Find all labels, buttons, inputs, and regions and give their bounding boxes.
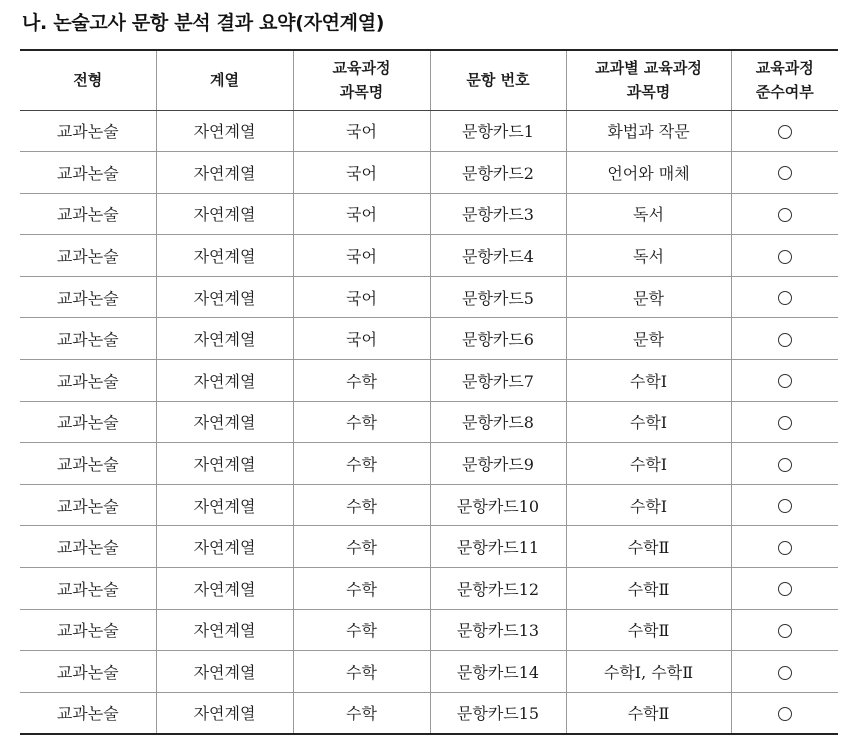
- header-course-line1: 교과별 교육과정: [595, 59, 702, 78]
- cell-course: 수학Ⅱ: [566, 568, 731, 610]
- table-row: [20, 110, 838, 152]
- cell-compliance: [731, 692, 838, 734]
- compliance-circle-icon: [778, 125, 792, 139]
- header-item-no: 문항 번호: [430, 50, 566, 110]
- header-subject-line2: 과목명: [339, 83, 384, 102]
- cell-course: 언어와 매체: [566, 152, 731, 194]
- cell-compliance: [731, 276, 838, 318]
- cell-item-no: 문항카드3: [430, 193, 566, 235]
- cell-type: 교과논술: [20, 318, 156, 360]
- cell-track: 자연계열: [156, 609, 293, 651]
- compliance-circle-icon: [778, 582, 792, 596]
- cell-compliance: [731, 401, 838, 443]
- cell-subject: 국어: [293, 276, 430, 318]
- cell-compliance: [731, 193, 838, 235]
- cell-item-no: 문항카드10: [430, 484, 566, 526]
- cell-compliance: [731, 526, 838, 568]
- compliance-circle-icon: [778, 208, 792, 222]
- cell-course: 독서: [566, 235, 731, 277]
- cell-item-no: 문항카드11: [430, 526, 566, 568]
- cell-track: 자연계열: [156, 484, 293, 526]
- table-row: [20, 193, 838, 235]
- header-type: 전형: [20, 50, 156, 110]
- header-course: [566, 50, 731, 110]
- cell-compliance: [731, 110, 838, 152]
- cell-type: 교과논술: [20, 692, 156, 734]
- cell-subject: 국어: [293, 318, 430, 360]
- table-row: [20, 651, 838, 693]
- cell-type: 교과논술: [20, 568, 156, 610]
- cell-course: 독서: [566, 193, 731, 235]
- table-row: [20, 276, 838, 318]
- compliance-circle-icon: [778, 416, 792, 430]
- cell-track: 자연계열: [156, 110, 293, 152]
- cell-compliance: [731, 318, 838, 360]
- cell-track: 자연계열: [156, 152, 293, 194]
- cell-track: 자연계열: [156, 443, 293, 485]
- header-compliance-line1: 교육과정: [755, 59, 814, 78]
- cell-item-no: 문항카드9: [430, 443, 566, 485]
- cell-compliance: [731, 360, 838, 402]
- cell-item-no: 문항카드12: [430, 568, 566, 610]
- cell-track: 자연계열: [156, 651, 293, 693]
- cell-course: 문학: [566, 276, 731, 318]
- cell-track: 자연계열: [156, 692, 293, 734]
- header-subject: [293, 50, 430, 110]
- cell-subject: 수학: [293, 568, 430, 610]
- table-row: [20, 152, 838, 194]
- cell-track: 자연계열: [156, 568, 293, 610]
- cell-compliance: [731, 568, 838, 610]
- cell-subject: 수학: [293, 360, 430, 402]
- table-row: [20, 360, 838, 402]
- compliance-circle-icon: [778, 374, 792, 388]
- cell-type: 교과논술: [20, 276, 156, 318]
- compliance-circle-icon: [778, 333, 792, 347]
- table-row: [20, 235, 838, 277]
- cell-type: 교과논술: [20, 443, 156, 485]
- compliance-circle-icon: [778, 707, 792, 721]
- header-course-line2: 과목명: [626, 83, 671, 102]
- compliance-circle-icon: [778, 499, 792, 513]
- cell-subject: 수학: [293, 651, 430, 693]
- header-row: [20, 50, 838, 110]
- cell-type: 교과논술: [20, 651, 156, 693]
- cell-item-no: 문항카드8: [430, 401, 566, 443]
- cell-item-no: 문항카드13: [430, 609, 566, 651]
- cell-course: 화법과 작문: [566, 110, 731, 152]
- cell-subject: 수학: [293, 443, 430, 485]
- cell-course: 수학Ⅰ: [566, 484, 731, 526]
- cell-course: 수학Ⅱ: [566, 526, 731, 568]
- cell-track: 자연계열: [156, 193, 293, 235]
- compliance-circle-icon: [778, 458, 792, 472]
- cell-item-no: 문항카드7: [430, 360, 566, 402]
- cell-subject: 수학: [293, 401, 430, 443]
- cell-course: 수학Ⅰ: [566, 360, 731, 402]
- cell-item-no: 문항카드15: [430, 692, 566, 734]
- cell-subject: 수학: [293, 484, 430, 526]
- compliance-circle-icon: [778, 541, 792, 555]
- cell-type: 교과논술: [20, 152, 156, 194]
- compliance-circle-icon: [778, 291, 792, 305]
- cell-course: 수학Ⅱ: [566, 692, 731, 734]
- cell-track: 자연계열: [156, 318, 293, 360]
- cell-type: 교과논술: [20, 484, 156, 526]
- cell-compliance: [731, 235, 838, 277]
- cell-subject: 수학: [293, 526, 430, 568]
- cell-item-no: 문항카드6: [430, 318, 566, 360]
- table-row: [20, 443, 838, 485]
- header-compliance-line2: 준수여부: [755, 83, 814, 102]
- cell-item-no: 문항카드1: [430, 110, 566, 152]
- cell-subject: 국어: [293, 193, 430, 235]
- header-subject-line1: 교육과정: [332, 59, 391, 78]
- header-compliance: [731, 50, 838, 110]
- compliance-circle-icon: [778, 250, 792, 264]
- table-row: [20, 401, 838, 443]
- cell-subject: 국어: [293, 110, 430, 152]
- cell-subject: 수학: [293, 692, 430, 734]
- cell-item-no: 문항카드4: [430, 235, 566, 277]
- table-row: [20, 568, 838, 610]
- cell-compliance: [731, 443, 838, 485]
- cell-track: 자연계열: [156, 276, 293, 318]
- cell-course: 문학: [566, 318, 731, 360]
- table-row: [20, 484, 838, 526]
- table-body: [20, 110, 838, 734]
- cell-type: 교과논술: [20, 360, 156, 402]
- cell-subject: 수학: [293, 609, 430, 651]
- cell-item-no: 문항카드14: [430, 651, 566, 693]
- cell-item-no: 문항카드5: [430, 276, 566, 318]
- analysis-summary-table: [20, 49, 838, 735]
- cell-track: 자연계열: [156, 401, 293, 443]
- table-row: [20, 692, 838, 734]
- table-row: [20, 526, 838, 568]
- cell-type: 교과논술: [20, 609, 156, 651]
- table-row: [20, 318, 838, 360]
- cell-type: 교과논술: [20, 235, 156, 277]
- cell-compliance: [731, 651, 838, 693]
- cell-course: 수학Ⅰ: [566, 443, 731, 485]
- cell-course: 수학Ⅰ, 수학Ⅱ: [566, 651, 731, 693]
- cell-subject: 국어: [293, 235, 430, 277]
- cell-compliance: [731, 484, 838, 526]
- cell-type: 교과논술: [20, 110, 156, 152]
- compliance-circle-icon: [778, 666, 792, 680]
- cell-track: 자연계열: [156, 526, 293, 568]
- cell-type: 교과논술: [20, 401, 156, 443]
- cell-course: 수학Ⅰ: [566, 401, 731, 443]
- table-row: [20, 609, 838, 651]
- cell-compliance: [731, 609, 838, 651]
- cell-track: 자연계열: [156, 360, 293, 402]
- cell-item-no: 문항카드2: [430, 152, 566, 194]
- section-title: 나. 논술고사 문항 분석 결과 요약(자연계열): [22, 12, 385, 34]
- cell-subject: 국어: [293, 152, 430, 194]
- cell-compliance: [731, 152, 838, 194]
- cell-track: 자연계열: [156, 235, 293, 277]
- compliance-circle-icon: [778, 624, 792, 638]
- compliance-circle-icon: [778, 166, 792, 180]
- cell-course: 수학Ⅱ: [566, 609, 731, 651]
- cell-type: 교과논술: [20, 193, 156, 235]
- header-track: 계열: [156, 50, 293, 110]
- cell-type: 교과논술: [20, 526, 156, 568]
